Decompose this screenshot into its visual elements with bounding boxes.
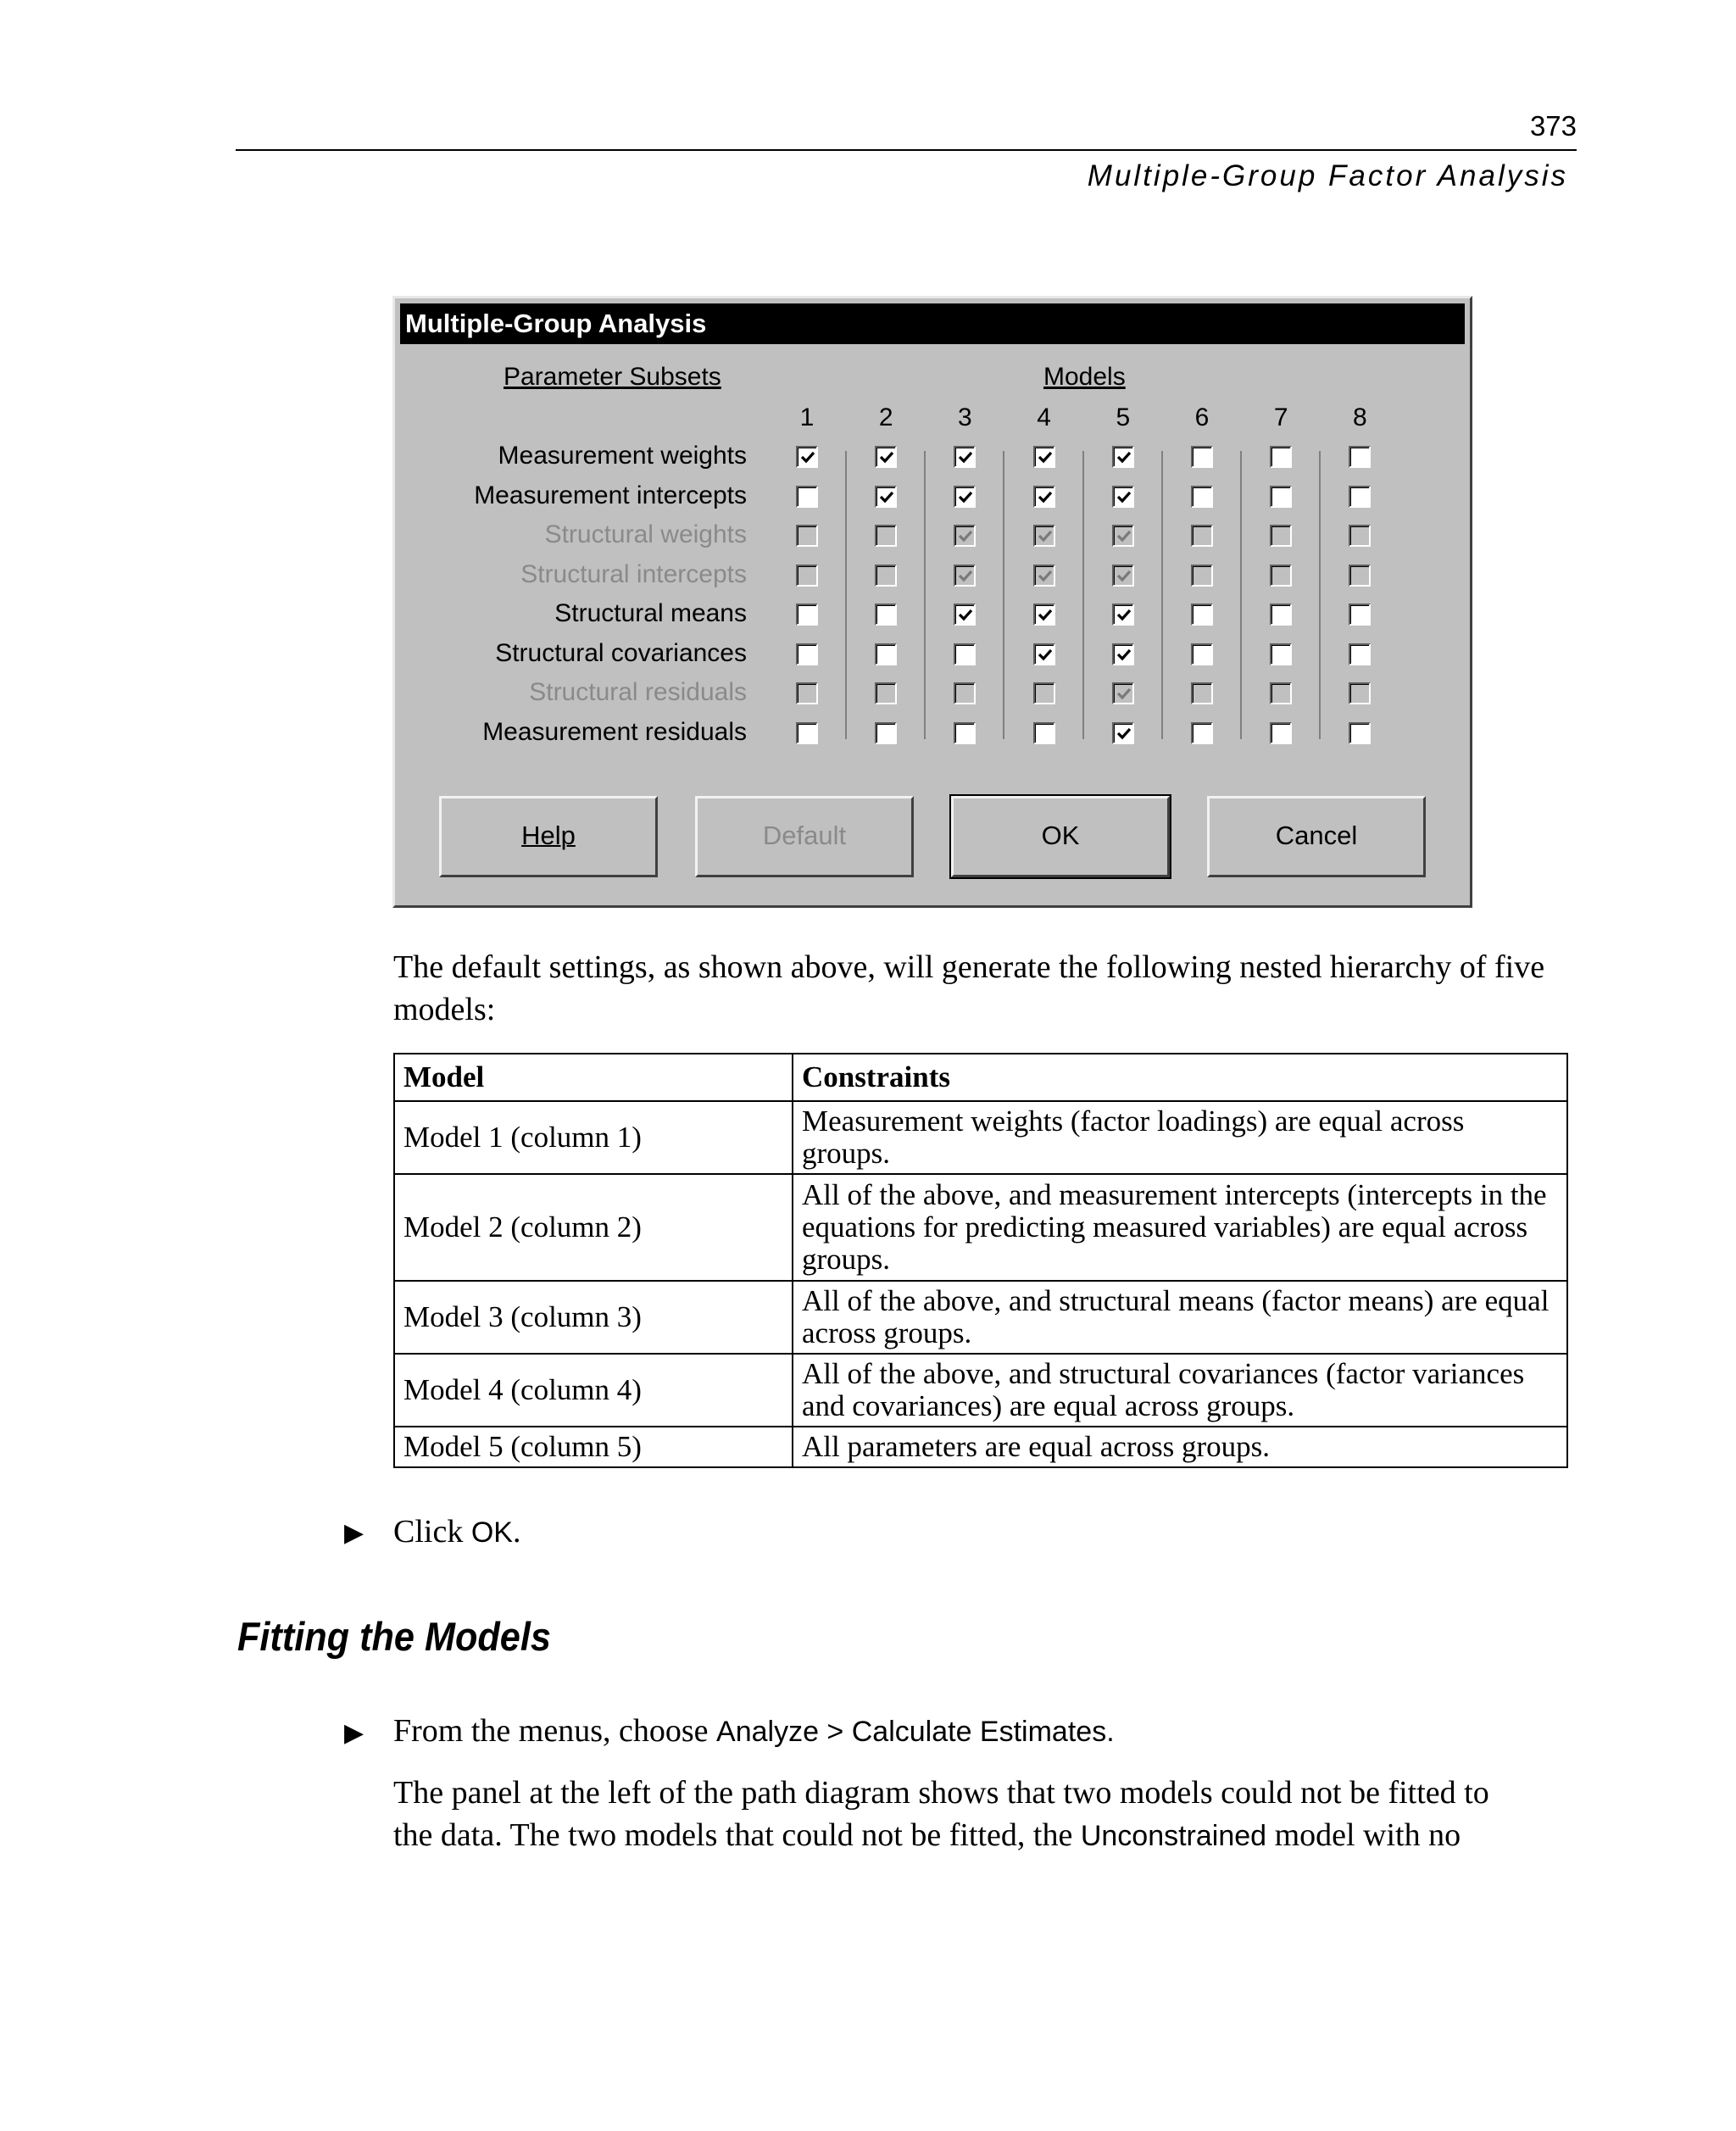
model-checkbox[interactable]	[1270, 722, 1292, 744]
model-column-number: 7	[1273, 403, 1288, 431]
table-cell-model: Model 1 (column 1)	[394, 1101, 793, 1174]
model-checkbox	[875, 565, 897, 587]
table-cell-model: Model 2 (column 2)	[394, 1174, 793, 1281]
column-divider	[845, 451, 847, 739]
model-checkbox[interactable]	[1112, 722, 1134, 744]
model-checkbox[interactable]	[1349, 486, 1371, 508]
model-checkbox[interactable]	[1270, 604, 1292, 626]
table-header-constraints: Constraints	[793, 1054, 1567, 1101]
parameter-subset-label: Structural covariances	[495, 638, 747, 667]
checkmark-path	[960, 610, 971, 619]
parameter-subset-label: Structural intercepts	[520, 559, 747, 588]
model-checkbox[interactable]	[1033, 604, 1055, 626]
model-checkbox	[1270, 565, 1292, 587]
checkmark-path	[1118, 453, 1130, 461]
model-checkbox	[1112, 565, 1134, 587]
ok-button-label: OK	[1041, 821, 1080, 850]
table-cell-model: Model 5 (column 5)	[394, 1427, 793, 1467]
model-checkbox	[1112, 525, 1134, 547]
model-checkbox[interactable]	[954, 446, 976, 468]
model-checkbox	[875, 682, 897, 704]
model-checkbox	[954, 565, 976, 587]
model-column-number: 8	[1353, 403, 1367, 431]
table-cell-constraints: All of the above, and structural means (factor means) are equal across groups.	[793, 1281, 1567, 1354]
model-checkbox[interactable]	[1112, 446, 1134, 468]
step-text: From the menus, choose	[393, 1713, 717, 1749]
step-text: Click	[393, 1514, 471, 1550]
column-divider	[1240, 451, 1242, 739]
model-checkbox[interactable]	[796, 486, 818, 508]
checkmark-icon	[957, 449, 974, 466]
checkmark-icon	[1116, 528, 1132, 545]
checkmark-icon	[1037, 568, 1054, 585]
checkmark-icon	[1037, 449, 1054, 466]
checkmark-path	[1039, 453, 1051, 461]
checkmark-path	[1039, 571, 1051, 580]
model-checkbox	[875, 525, 897, 547]
parameter-subsets-label: Parameter Subsets	[504, 363, 721, 391]
model-checkbox[interactable]	[1191, 604, 1213, 626]
model-checkbox[interactable]	[1349, 446, 1371, 468]
model-checkbox[interactable]	[796, 604, 818, 626]
step-end: .	[512, 1514, 521, 1550]
closing-line-1: The panel at the left of the path diagram shows that two models could not be fitted to	[393, 1775, 1489, 1811]
model-checkbox[interactable]	[954, 486, 976, 508]
model-checkbox	[1270, 682, 1292, 704]
step-bullet-icon: ▶	[344, 1519, 364, 1547]
checkmark-path	[1118, 729, 1130, 737]
model-checkbox	[1349, 565, 1371, 587]
checkmark-path	[960, 571, 971, 580]
checkmark-icon	[957, 528, 974, 545]
model-checkbox[interactable]	[1033, 722, 1055, 744]
dialog-title-bar: Multiple-Group Analysis	[400, 303, 1465, 344]
model-checkbox	[954, 525, 976, 547]
checkmark-icon	[1116, 726, 1132, 743]
model-checkbox[interactable]	[1349, 604, 1371, 626]
step-click-ok	[393, 1511, 1580, 1554]
menu-calculate-estimates: Calculate Estimates	[851, 1716, 1107, 1748]
model-checkbox[interactable]	[1191, 722, 1213, 744]
ui-term-unconstrained: Unconstrained	[1080, 1820, 1267, 1852]
column-divider	[1319, 451, 1321, 739]
model-checkbox[interactable]	[1191, 486, 1213, 508]
checkmark-icon	[1116, 686, 1132, 703]
model-checkbox	[1033, 682, 1055, 704]
checkmark-path	[881, 453, 893, 461]
model-column-number: 4	[1037, 403, 1051, 431]
checkmark-path	[960, 453, 971, 461]
model-checkbox	[1112, 682, 1134, 704]
page-number: 373	[1529, 110, 1577, 142]
table-row	[394, 1281, 1567, 1354]
checkmark-path	[960, 531, 971, 540]
model-checkbox[interactable]	[954, 643, 976, 665]
model-checkbox[interactable]	[1349, 643, 1371, 665]
running-title: Multiple-Group Factor Analysis	[1087, 159, 1568, 192]
models-label: Models	[1043, 363, 1126, 391]
checkmark-icon	[799, 449, 816, 466]
models-constraints-table	[393, 1053, 1568, 1468]
table-row	[394, 1101, 1567, 1174]
table-cell-constraints: All of the above, and structural covariances (factor variances and covariances) are equal across groups.	[793, 1354, 1567, 1427]
checkmark-path	[1118, 650, 1130, 659]
table-cell-model: Model 3 (column 3)	[394, 1281, 793, 1354]
model-column-number: 1	[799, 403, 815, 431]
model-checkbox[interactable]	[1349, 722, 1371, 744]
model-checkbox[interactable]	[875, 486, 897, 508]
column-divider	[924, 451, 926, 739]
closing-line-2-start: the data. The two models that could not be fitted, the	[393, 1817, 1081, 1853]
model-column-number: 3	[958, 403, 972, 431]
step-end: .	[1106, 1716, 1115, 1748]
model-column-number: 6	[1194, 403, 1210, 431]
model-checkbox[interactable]	[875, 722, 897, 744]
checkmark-icon	[1037, 647, 1054, 664]
column-divider	[1161, 451, 1163, 739]
help-button[interactable]	[439, 796, 658, 877]
checkmark-path	[881, 492, 893, 501]
model-checkbox	[1349, 525, 1371, 547]
closing-line-2-end: model with no	[1266, 1817, 1461, 1853]
checkmark-icon	[1116, 489, 1132, 506]
checkmark-icon	[878, 449, 895, 466]
model-checkbox[interactable]	[1270, 446, 1292, 468]
closing-line-2	[393, 1814, 1580, 1857]
default-button[interactable]	[695, 796, 914, 877]
model-checkbox[interactable]	[796, 446, 818, 468]
model-checkbox[interactable]	[954, 722, 976, 744]
step-bullet-icon: ▶	[344, 1719, 364, 1747]
ok-button[interactable]	[951, 796, 1170, 877]
model-checkbox[interactable]	[796, 643, 818, 665]
model-checkbox	[1191, 565, 1213, 587]
model-checkbox	[1191, 682, 1213, 704]
model-checkbox	[1033, 525, 1055, 547]
table-cell-constraints: Measurement weights (factor loadings) are equal across groups.	[793, 1101, 1567, 1174]
checkmark-icon	[1037, 528, 1054, 545]
table-header-model: Model	[394, 1054, 793, 1101]
model-checkbox	[1033, 565, 1055, 587]
checkmark-icon	[1116, 647, 1132, 664]
checkmark-icon	[878, 489, 895, 506]
checkmark-path	[1039, 531, 1051, 540]
model-checkbox[interactable]	[954, 604, 976, 626]
section-heading: Fitting the Models	[237, 1614, 551, 1659]
parameter-subset-label: Structural means	[554, 599, 747, 627]
cancel-button[interactable]	[1207, 796, 1426, 877]
checkmark-icon	[1037, 489, 1054, 506]
model-checkbox[interactable]	[1191, 643, 1213, 665]
multiple-group-analysis-dialog	[392, 296, 1472, 908]
model-checkbox[interactable]	[1270, 643, 1292, 665]
table-header-row	[394, 1054, 1567, 1101]
parameter-subset-label: Structural residuals	[529, 678, 747, 706]
model-checkbox[interactable]	[1112, 643, 1134, 665]
column-divider	[1003, 451, 1004, 739]
menu-separator: >	[818, 1716, 852, 1748]
checkmark-path	[960, 492, 971, 501]
checkmark-path	[1118, 689, 1130, 698]
checkmark-path	[1118, 571, 1130, 580]
model-checkbox[interactable]	[1270, 486, 1292, 508]
closing-paragraph	[393, 1772, 1580, 1857]
checkmark-icon	[1116, 449, 1132, 466]
parameter-subset-label: Measurement intercepts	[474, 481, 747, 509]
model-checkbox	[796, 682, 818, 704]
checkmark-icon	[957, 568, 974, 585]
checkmark-icon	[957, 607, 974, 624]
table-cell-model: Model 4 (column 4)	[394, 1354, 793, 1427]
header-rule	[236, 149, 1577, 151]
checkmark-path	[1039, 650, 1051, 659]
checkmark-path	[802, 453, 814, 461]
checkmark-path	[1118, 492, 1130, 501]
step-choose-menu	[393, 1710, 1580, 1753]
checkmark-path	[1118, 610, 1130, 619]
parameter-subset-label: Measurement residuals	[482, 717, 747, 746]
menu-analyze: Analyze	[716, 1716, 819, 1748]
model-checkbox[interactable]	[875, 604, 897, 626]
table-row	[394, 1174, 1567, 1281]
model-checkbox[interactable]	[1112, 486, 1134, 508]
checkmark-icon	[1116, 568, 1132, 585]
checkmark-path	[1039, 492, 1051, 501]
model-checkbox[interactable]	[796, 722, 818, 744]
model-checkbox	[954, 682, 976, 704]
model-checkbox[interactable]	[1191, 446, 1213, 468]
ui-term-ok: OK	[470, 1516, 513, 1549]
model-checkbox[interactable]	[875, 446, 897, 468]
cancel-button-label: Cancel	[1275, 821, 1358, 850]
model-checkbox	[1191, 525, 1213, 547]
parameter-subset-label: Measurement weights	[498, 442, 747, 470]
column-divider	[1082, 451, 1084, 739]
model-checkbox[interactable]	[1112, 604, 1134, 626]
checkmark-path	[1118, 531, 1130, 540]
checkmark-path	[1039, 610, 1051, 619]
model-checkbox[interactable]	[875, 643, 897, 665]
intro-paragraph: The default settings, as shown above, will generate the following nested hierarchy of five models:	[393, 949, 1545, 1027]
table-cell-constraints: All of the above, and measurement intercepts (intercepts in the equations for predicting measured variables) are equal across groups.	[793, 1174, 1567, 1281]
checkmark-icon	[1116, 607, 1132, 624]
table-row	[394, 1427, 1567, 1467]
model-checkbox[interactable]	[1033, 446, 1055, 468]
model-column-number: 5	[1116, 403, 1131, 431]
model-checkbox	[796, 525, 818, 547]
table-row	[394, 1354, 1567, 1427]
model-checkbox[interactable]	[1033, 486, 1055, 508]
help-button-label: Help	[521, 821, 576, 850]
checkmark-icon	[1037, 607, 1054, 624]
parameter-subset-label: Structural weights	[544, 520, 747, 548]
table-cell-constraints: All parameters are equal across groups.	[793, 1427, 1567, 1467]
model-column-number: 2	[878, 403, 893, 431]
default-button-label: Default	[762, 821, 847, 850]
model-checkbox[interactable]	[1033, 643, 1055, 665]
checkmark-icon	[957, 489, 974, 506]
model-checkbox	[796, 565, 818, 587]
model-checkbox	[1349, 682, 1371, 704]
model-checkbox	[1270, 525, 1292, 547]
